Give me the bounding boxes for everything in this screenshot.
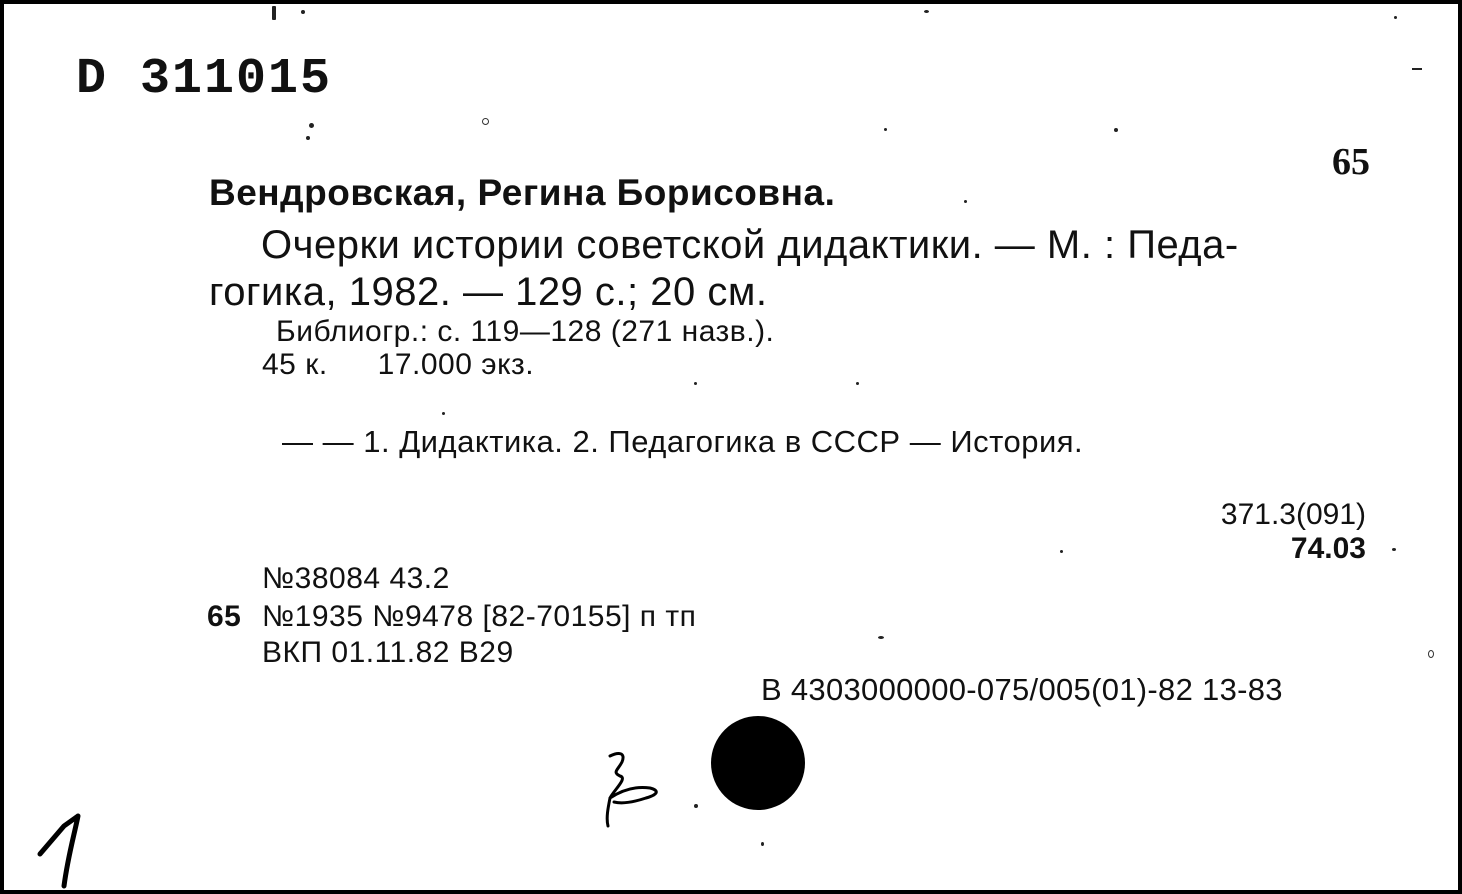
card-id: D 311015 xyxy=(76,51,333,108)
registration-line-3: ВКП 01.11.82 В29 xyxy=(262,636,514,669)
speck xyxy=(1394,16,1397,19)
registration-line-1: №38084 43.2 xyxy=(262,562,450,595)
speck xyxy=(1428,650,1434,658)
speck xyxy=(856,382,859,385)
title-line-1: Очерки истории советской дидактики. — М. : Педа- xyxy=(261,223,1239,267)
subject-headings: — — 1. Дидактика. 2. Педагогика в СССР — История. xyxy=(282,424,1084,459)
speck xyxy=(1392,548,1396,551)
speck xyxy=(272,6,276,20)
corner-number: 65 xyxy=(1332,141,1370,183)
speck xyxy=(878,636,884,639)
registration-line-2-number: 65 xyxy=(207,600,242,633)
speck xyxy=(1060,550,1063,553)
bibliography-note: Библиогр.: с. 119—128 (271 назв.). xyxy=(276,315,775,348)
copies: 17.000 экз. xyxy=(377,348,535,381)
speck xyxy=(924,10,929,13)
handwritten-one-icon xyxy=(34,812,90,890)
speck xyxy=(442,412,445,415)
handwritten-mark-icon xyxy=(600,746,670,830)
speck xyxy=(309,123,314,128)
registration-line-2: №1935 №9478 [82-70155] п тп xyxy=(262,600,697,633)
classification-block xyxy=(1221,498,1366,566)
speck xyxy=(482,118,489,125)
speck xyxy=(884,128,887,131)
speck xyxy=(301,10,305,14)
speck xyxy=(694,382,697,385)
speck xyxy=(306,136,310,140)
book-code: В 4303000000-075/005(01)-82 13-83 xyxy=(761,672,1283,707)
punch-hole xyxy=(711,716,805,810)
speck xyxy=(761,842,764,846)
speck xyxy=(1412,68,1422,70)
author-heading: Вендровская, Регина Борисовна. xyxy=(209,172,836,213)
speck xyxy=(964,200,967,203)
bbk-code: 74.03 xyxy=(1290,532,1366,565)
price-line xyxy=(262,348,534,382)
speck xyxy=(1114,128,1118,132)
udc-code: 371.3(091) xyxy=(1220,498,1366,531)
speck xyxy=(694,804,698,808)
price: 45 к. xyxy=(262,348,328,381)
title-line-2: гогика, 1982. — 129 с.; 20 см. xyxy=(209,270,768,314)
